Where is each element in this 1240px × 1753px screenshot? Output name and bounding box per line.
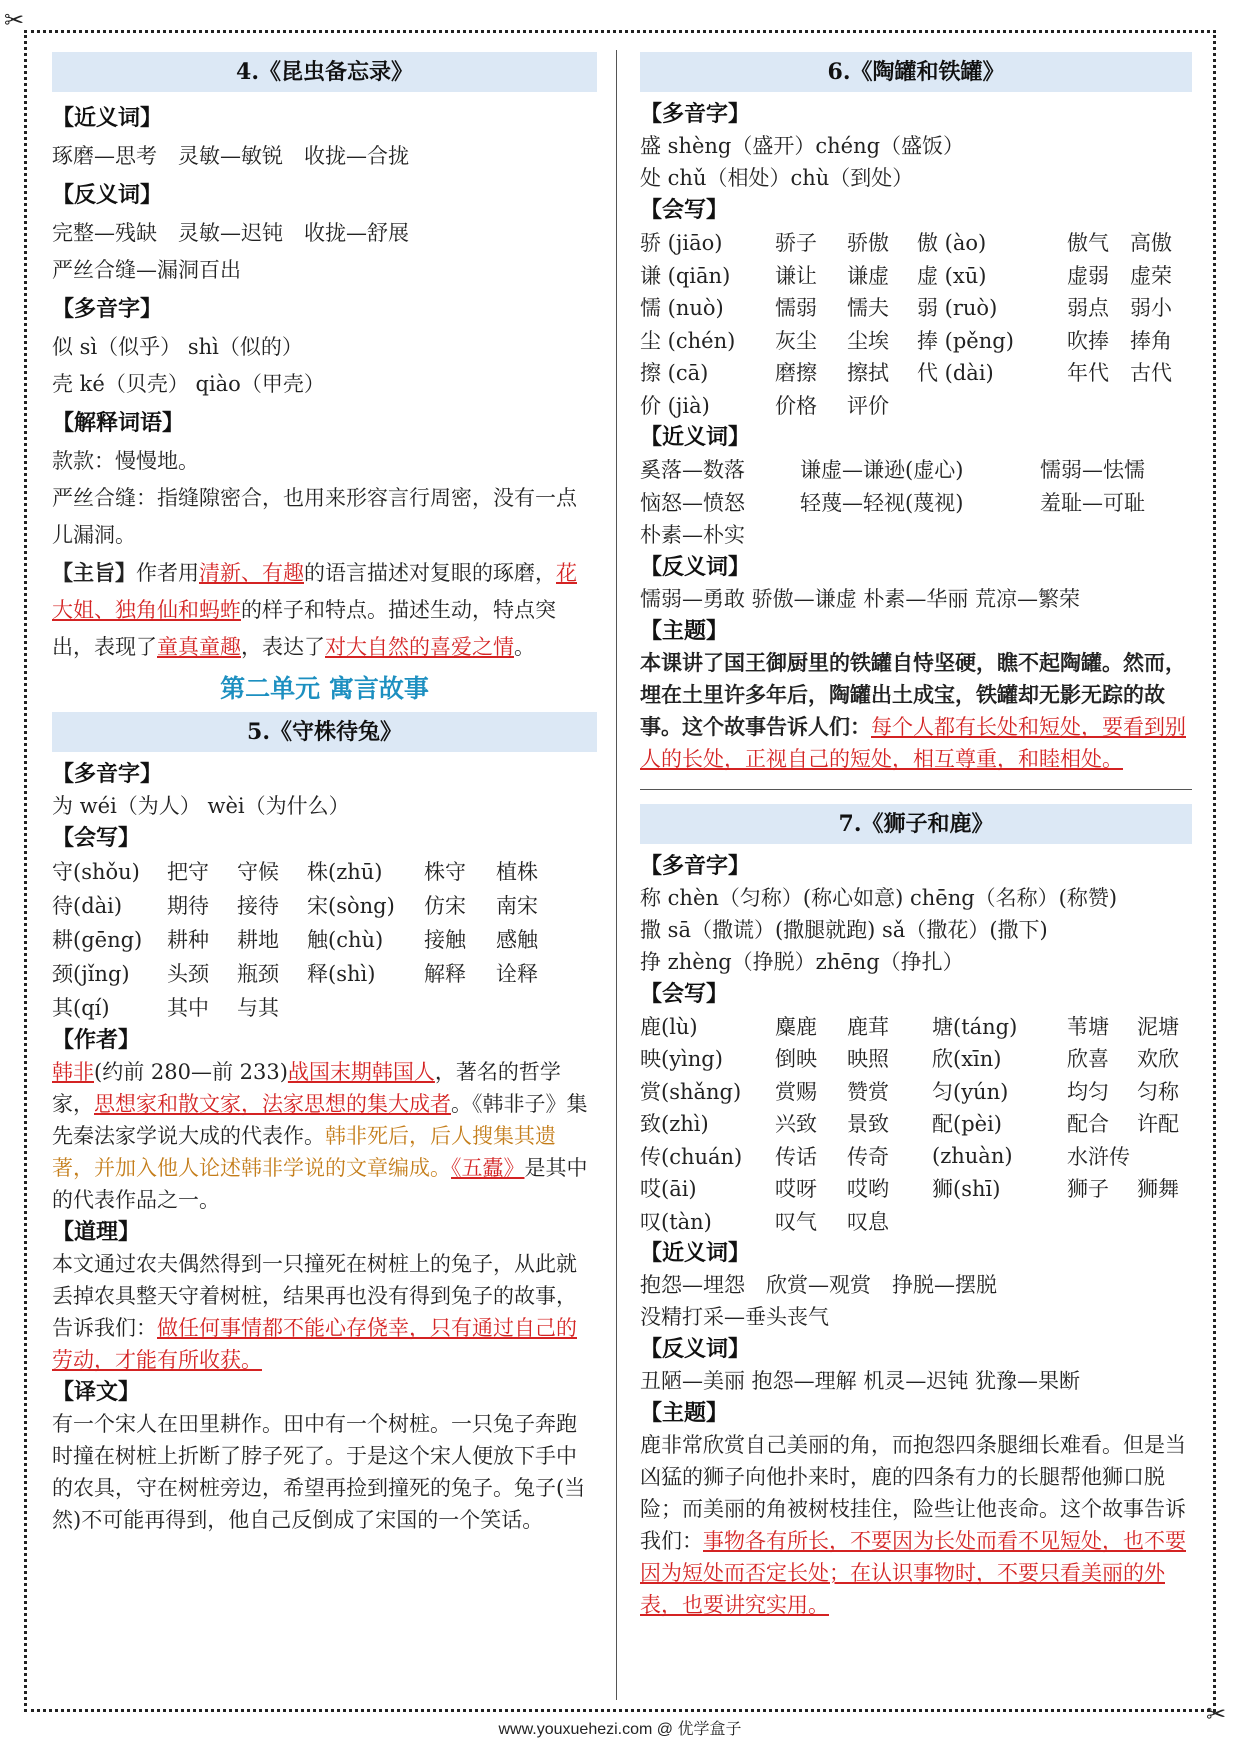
- table-cell: 植株: [496, 860, 538, 884]
- table-cell: 傲气: [1067, 231, 1109, 256]
- section-heading: 【多音字】: [640, 101, 751, 127]
- column-divider: [616, 50, 617, 1700]
- table-cell: 骄 (jiāo): [640, 231, 723, 256]
- table-cell: 头颈: [167, 962, 209, 986]
- scissors-icon: ✂: [1206, 1700, 1227, 1728]
- section-heading: 【多音字】: [52, 296, 163, 322]
- table-cell: 倒映: [775, 1047, 817, 1072]
- section-divider: [640, 789, 1192, 790]
- table-cell: 弱小: [1130, 296, 1172, 321]
- table-row: [640, 486, 1190, 519]
- reason-paragraph: [52, 1248, 597, 1376]
- highlight: 对大自然的喜爱之情: [325, 635, 514, 659]
- highlight: 韩非死后，后人搜集其遗著，并加入他人论述韩非学说的文章编成。: [52, 1124, 556, 1180]
- polyphone-line: 处 chǔ（相处）chù（到处）: [640, 166, 914, 190]
- table-cell: 谦虚—谦逊(虚心): [800, 458, 964, 483]
- right-column: [640, 52, 1192, 1621]
- write-table: [640, 1010, 1192, 1238]
- table-cell: 兴致: [775, 1112, 817, 1137]
- table-cell: 泥塘: [1137, 1014, 1179, 1039]
- section-heading: 【多音字】: [52, 761, 163, 787]
- table-cell: 评价: [847, 393, 889, 418]
- table-cell: 接触: [424, 928, 466, 952]
- table-cell: 其(qí): [52, 996, 110, 1020]
- table-cell: 奚落—数落: [640, 458, 745, 483]
- table-cell: [496, 990, 566, 1024]
- table-cell: 高傲: [1130, 231, 1172, 256]
- table-cell: 南宋: [496, 894, 538, 918]
- highlight: 童真童趣: [157, 635, 241, 659]
- unit-heading: 第二单元 寓言故事: [220, 674, 429, 703]
- table-cell: 映(yìng): [640, 1047, 723, 1072]
- section-heading: 【近义词】: [640, 1240, 751, 1266]
- table-cell: 配合: [1067, 1112, 1109, 1137]
- table-cell: 传(chuán): [640, 1144, 743, 1169]
- table-cell: 传奇: [847, 1144, 889, 1169]
- theme-paragraph: [52, 554, 597, 666]
- section-heading: 【解释词语】: [52, 410, 185, 436]
- table-cell: [1067, 1205, 1137, 1238]
- highlight: 事物各有所长，不要因为长处而看不见短处，也不要因为短处而否定长处；在认识事物时，不要只看美丽的外表，也要讲究实用。: [640, 1529, 1186, 1617]
- table-cell: 捧 (pěng): [917, 328, 1014, 353]
- table-cell: 匀(yún): [932, 1079, 1009, 1104]
- table-cell: 擦拭: [847, 361, 889, 386]
- table-cell: 景致: [847, 1112, 889, 1137]
- table-cell: 傲 (ào): [917, 231, 987, 256]
- table-cell: 期待: [167, 894, 209, 918]
- table-cell: 鹿(lù): [640, 1014, 698, 1039]
- table-cell: (zhuàn): [932, 1143, 1013, 1168]
- polyphone-line: 壳 ké（贝壳） qiào（甲壳）: [52, 372, 325, 396]
- text: 的样子和特点。描述生动，特点突出，表现了: [52, 598, 556, 659]
- author-paragraph: [52, 1056, 597, 1216]
- table-cell: 许配: [1137, 1112, 1179, 1137]
- table-cell: 配(pèi): [932, 1112, 1002, 1137]
- synonyms-line: 琢磨—思考 灵敏—敏锐 收拢—合拢: [52, 144, 409, 168]
- table-cell: 待(dài): [52, 894, 123, 918]
- table-cell: 守候: [237, 860, 279, 884]
- text: 。《韩非子》集先秦法家学说大成的代表作。: [52, 1092, 588, 1148]
- table-cell: 耕(gēng): [52, 928, 143, 952]
- table-cell: 代 (dài): [917, 361, 994, 386]
- table-cell: 匀称: [1137, 1079, 1179, 1104]
- table-cell: 接待: [237, 894, 279, 918]
- antonyms-line: 完整—残缺 灵敏—迟钝 收拢—舒展: [52, 221, 409, 245]
- table-cell: [1067, 389, 1130, 422]
- highlight: 做任何事情都不能心存侥幸，只有通过自己的劳动，才能有所收获。: [52, 1316, 577, 1372]
- highlight: 韩非: [52, 1060, 94, 1084]
- table-cell: 懦弱: [775, 296, 817, 321]
- section-heading: 【会写】: [52, 825, 141, 851]
- text: 。: [514, 635, 535, 659]
- synonym-table: [640, 453, 1190, 551]
- antonyms-line: 懦弱—勇敢 骄傲—谦虚 朴素—华丽 荒凉—繁荣: [640, 586, 1081, 611]
- table-row: [640, 518, 1190, 551]
- table-row: [640, 1140, 1192, 1173]
- polyphone-line: 似 sì（似乎） shì（似的）: [52, 335, 303, 359]
- section-heading: 【近义词】: [52, 105, 163, 131]
- highlight: 《五蠹》: [451, 1156, 525, 1180]
- polyphone-line: 挣 zhèng（挣脱）zhēng（挣扎）: [640, 949, 964, 974]
- table-cell: 弱点: [1067, 296, 1109, 321]
- table-row: [640, 324, 1190, 357]
- table-cell: [424, 990, 496, 1024]
- table-cell: 其中: [167, 996, 209, 1020]
- table-cell: 年代: [1067, 361, 1109, 386]
- table-cell: 羞耻—可耻: [1040, 490, 1145, 515]
- table-cell: 狮舞: [1137, 1177, 1179, 1202]
- table-cell: 株守: [424, 860, 466, 884]
- table-row: [640, 291, 1190, 324]
- text: 本文通过农夫偶然得到一只撞死在树桩上的兔子，从此就丢掉农具整天守着树桩，结果再也没有得到兔子的故事，告诉我们：: [52, 1252, 577, 1340]
- table-cell: 弱 (ruò): [917, 296, 998, 321]
- table-cell: [1137, 1140, 1192, 1173]
- text: 鹿非常欣赏自己美丽的角，而抱怨四条腿细长难看。但是当凶猛的狮子向他扑来时，鹿的四条有力的长腿帮他狮口脱险；而美丽的角被树枝挂住，险些让他丧命。这个故事告诉我们：: [640, 1433, 1186, 1553]
- table-cell: [1130, 389, 1190, 422]
- table-cell: 谦 (qiān): [640, 263, 731, 288]
- table-row: [640, 259, 1190, 292]
- synonyms-line: 抱怨—埋怨 欣赏—观赏 挣脱—摆脱: [640, 1273, 997, 1297]
- explanation-line: 款款：慢慢地。: [52, 449, 199, 473]
- table-cell: 耕地: [237, 928, 279, 952]
- text: 本课讲了国王御厨里的铁罐自恃坚硬，瞧不起陶罐。然而，埋在土里许多年后，陶罐出土成宝，铁罐却无影无踪的故事。这个故事告诉人们：: [640, 649, 1186, 739]
- table-row: [52, 854, 566, 888]
- table-row: [640, 1075, 1192, 1108]
- section-heading: 【译文】: [52, 1379, 141, 1405]
- lesson-7-title: 7.《狮子和鹿》: [640, 804, 1192, 844]
- table-cell: 叹(tàn): [640, 1209, 712, 1234]
- table-cell: 传话: [775, 1144, 817, 1169]
- write-table: [640, 226, 1190, 421]
- table-cell: 解释: [424, 962, 466, 986]
- table-cell: 捧角: [1130, 328, 1172, 353]
- explanation-line: 严丝合缝：指缝隙密合，也用来形容言行周密，没有一点儿漏洞。: [52, 486, 577, 547]
- table-cell: 释(shì): [307, 962, 376, 986]
- polyphone-line: 盛 shèng（盛开）chéng（盛饭）: [640, 134, 965, 158]
- table-cell: 触(chù): [307, 928, 384, 952]
- table-row: [640, 1172, 1192, 1205]
- section-heading: 【道理】: [52, 1219, 141, 1245]
- table-cell: 哎(āi): [640, 1177, 697, 1202]
- table-row: [52, 956, 566, 990]
- table-cell: 株(zhū): [307, 860, 383, 884]
- table-cell: 塘(táng): [932, 1014, 1018, 1039]
- table-cell: [932, 1205, 1067, 1238]
- table-cell: 把守: [167, 860, 209, 884]
- antonyms-line: 丑陋—美丽 抱怨—理解 机灵—迟钝 犹豫—果断: [640, 1369, 1081, 1393]
- table-cell: 骄子: [775, 231, 817, 256]
- table-row: [640, 1107, 1192, 1140]
- table-cell: 懦弱—怯懦: [1040, 458, 1145, 483]
- text: ，表达了: [241, 635, 325, 659]
- table-cell: 擦 (cā): [640, 361, 709, 386]
- table-cell: 价 (jià): [640, 393, 710, 418]
- section-heading: 【主题】: [640, 1400, 729, 1426]
- table-cell: 尘埃: [847, 328, 889, 353]
- section-heading: 【反义词】: [640, 553, 751, 580]
- highlight: 清新、有趣: [199, 561, 304, 585]
- table-row: [640, 356, 1190, 389]
- section-heading: 【反义词】: [640, 1336, 751, 1362]
- translation-paragraph: 有一个宋人在田里耕作。田中有一个树桩。一只兔子奔跑时撞在树桩上折断了脖子死了。于是这个宋人便放下手中的农具，守在树桩旁边，希望再捡到撞死的兔子。兔子(当然)不可能再得到，他自己反倒成了宋国的一个笑话。: [52, 1412, 586, 1532]
- table-cell: 哎哟: [847, 1177, 889, 1202]
- table-cell: 颈(jǐng): [52, 962, 130, 986]
- table-row: [52, 888, 566, 922]
- table-cell: 价格: [775, 393, 817, 418]
- table-cell: 谦虚: [847, 263, 889, 288]
- table-cell: 轻蔑—轻视(蔑视): [800, 490, 964, 515]
- table-cell: 赏(shǎng): [640, 1079, 742, 1104]
- highlight: 花大姐、独角仙和蚂蚱: [52, 561, 577, 622]
- table-cell: 欣喜: [1067, 1047, 1109, 1072]
- table-cell: 叹气: [775, 1209, 817, 1234]
- text: ，著名的哲学家，: [52, 1060, 561, 1116]
- polyphone-line: 称 chèn（匀称）(称心如意) chēng（名称）(称赞): [640, 885, 1118, 910]
- highlight: 战国末期韩国人: [287, 1060, 435, 1084]
- table-cell: 谦让: [775, 263, 817, 288]
- table-cell: 恼怒—愤怒: [640, 490, 745, 515]
- table-cell: 与其: [237, 996, 279, 1020]
- table-cell: 鹿茸: [847, 1014, 889, 1039]
- table-cell: [917, 389, 1067, 422]
- table-cell: 苇塘: [1067, 1014, 1109, 1039]
- table-cell: 耕种: [167, 928, 209, 952]
- table-cell: 虚 (xū): [917, 263, 987, 288]
- table-cell: 诠释: [496, 962, 538, 986]
- section-heading: 【作者】: [52, 1027, 141, 1053]
- table-cell: 懦 (nuò): [640, 296, 724, 321]
- theme-paragraph: [640, 1429, 1192, 1621]
- footer: www.youxuehezi.com @ 优学盒子: [498, 1721, 742, 1738]
- scissors-icon: ✂: [4, 6, 25, 34]
- table-cell: 守(shǒu): [52, 860, 140, 884]
- table-cell: 哎呀: [775, 1177, 817, 1202]
- table-row: [640, 453, 1190, 486]
- table-cell: [1040, 518, 1190, 551]
- polyphone-line: 为 wéi（为人） wèi（为什么）: [52, 794, 350, 818]
- table-cell: [1137, 1205, 1192, 1238]
- table-cell: 赏赐: [775, 1079, 817, 1104]
- table-cell: 虚弱: [1067, 263, 1109, 288]
- table-cell: 映照: [847, 1047, 889, 1072]
- table-cell: 尘 (chén): [640, 328, 736, 353]
- lesson-5-title: 5.《守株待兔》: [52, 712, 597, 752]
- table-cell: 均匀: [1067, 1079, 1109, 1104]
- table-row: [640, 1205, 1192, 1238]
- highlight: 每个人都有长处和短处，要看到别人的长处，正视自己的短处，相互尊重，和睦相处。: [640, 714, 1186, 771]
- table-cell: 水浒传: [1067, 1144, 1130, 1169]
- section-heading: 【多音字】: [640, 852, 751, 879]
- table-cell: 磨擦: [775, 361, 817, 386]
- lesson-4-title: 4.《昆虫备忘录》: [52, 52, 597, 92]
- table-row: [640, 1042, 1192, 1075]
- table-row: [640, 226, 1190, 259]
- section-heading: 【会写】: [640, 197, 729, 223]
- table-cell: 古代: [1130, 361, 1172, 386]
- section-heading: 【近义词】: [640, 424, 751, 450]
- table-cell: 欢欣: [1137, 1047, 1179, 1072]
- table-cell: 叹息: [847, 1209, 889, 1234]
- left-column: [52, 52, 597, 1536]
- text: 作者用: [136, 561, 199, 585]
- text: (约前 280—前 233): [94, 1060, 288, 1084]
- section-heading: 【主题】: [640, 617, 729, 644]
- table-row: [52, 922, 566, 956]
- write-table: [52, 854, 566, 1024]
- table-cell: 灰尘: [775, 328, 817, 353]
- table-cell: 狮子: [1067, 1177, 1109, 1202]
- section-heading: 【会写】: [640, 980, 729, 1007]
- table-cell: 宋(sòng): [307, 894, 395, 918]
- table-cell: 瓶颈: [237, 962, 279, 986]
- highlight: 思想家和散文家，法家思想的集大成者: [94, 1092, 451, 1116]
- table-cell: 欣(xīn): [932, 1047, 1002, 1072]
- table-cell: [800, 518, 1040, 551]
- table-cell: 致(zhì): [640, 1112, 709, 1137]
- theme-paragraph: [640, 647, 1192, 775]
- table-cell: 骄傲: [847, 231, 889, 256]
- table-cell: 赞赏: [847, 1079, 889, 1104]
- table-cell: [307, 990, 424, 1024]
- table-row: [640, 389, 1190, 422]
- antonyms-line: 严丝合缝—漏洞百出: [52, 258, 241, 282]
- text: 是其中的代表作品之一。: [52, 1156, 588, 1212]
- table-cell: 虚荣: [1130, 263, 1172, 288]
- table-row: [52, 990, 566, 1024]
- text: 的语言描述对复眼的琢磨，: [304, 561, 556, 585]
- table-row: [640, 1010, 1192, 1043]
- section-heading: 【反义词】: [52, 182, 163, 208]
- lesson-6-title: 6.《陶罐和铁罐》: [640, 52, 1192, 92]
- table-cell: 吹捧: [1067, 328, 1109, 353]
- table-cell: 感触: [496, 928, 538, 952]
- table-cell: 麋鹿: [775, 1014, 817, 1039]
- table-cell: 仿宋: [424, 894, 466, 918]
- synonyms-line: 没精打采—垂头丧气: [640, 1305, 829, 1329]
- table-cell: 朴素—朴实: [640, 523, 745, 548]
- table-cell: 狮(shī): [932, 1177, 1001, 1202]
- theme-label: 【主旨】: [52, 560, 136, 585]
- table-cell: 懦夫: [847, 296, 889, 321]
- polyphone-line: 撒 sā（撒谎）(撒腿就跑) sǎ（撒花）(撒下): [640, 917, 1048, 942]
